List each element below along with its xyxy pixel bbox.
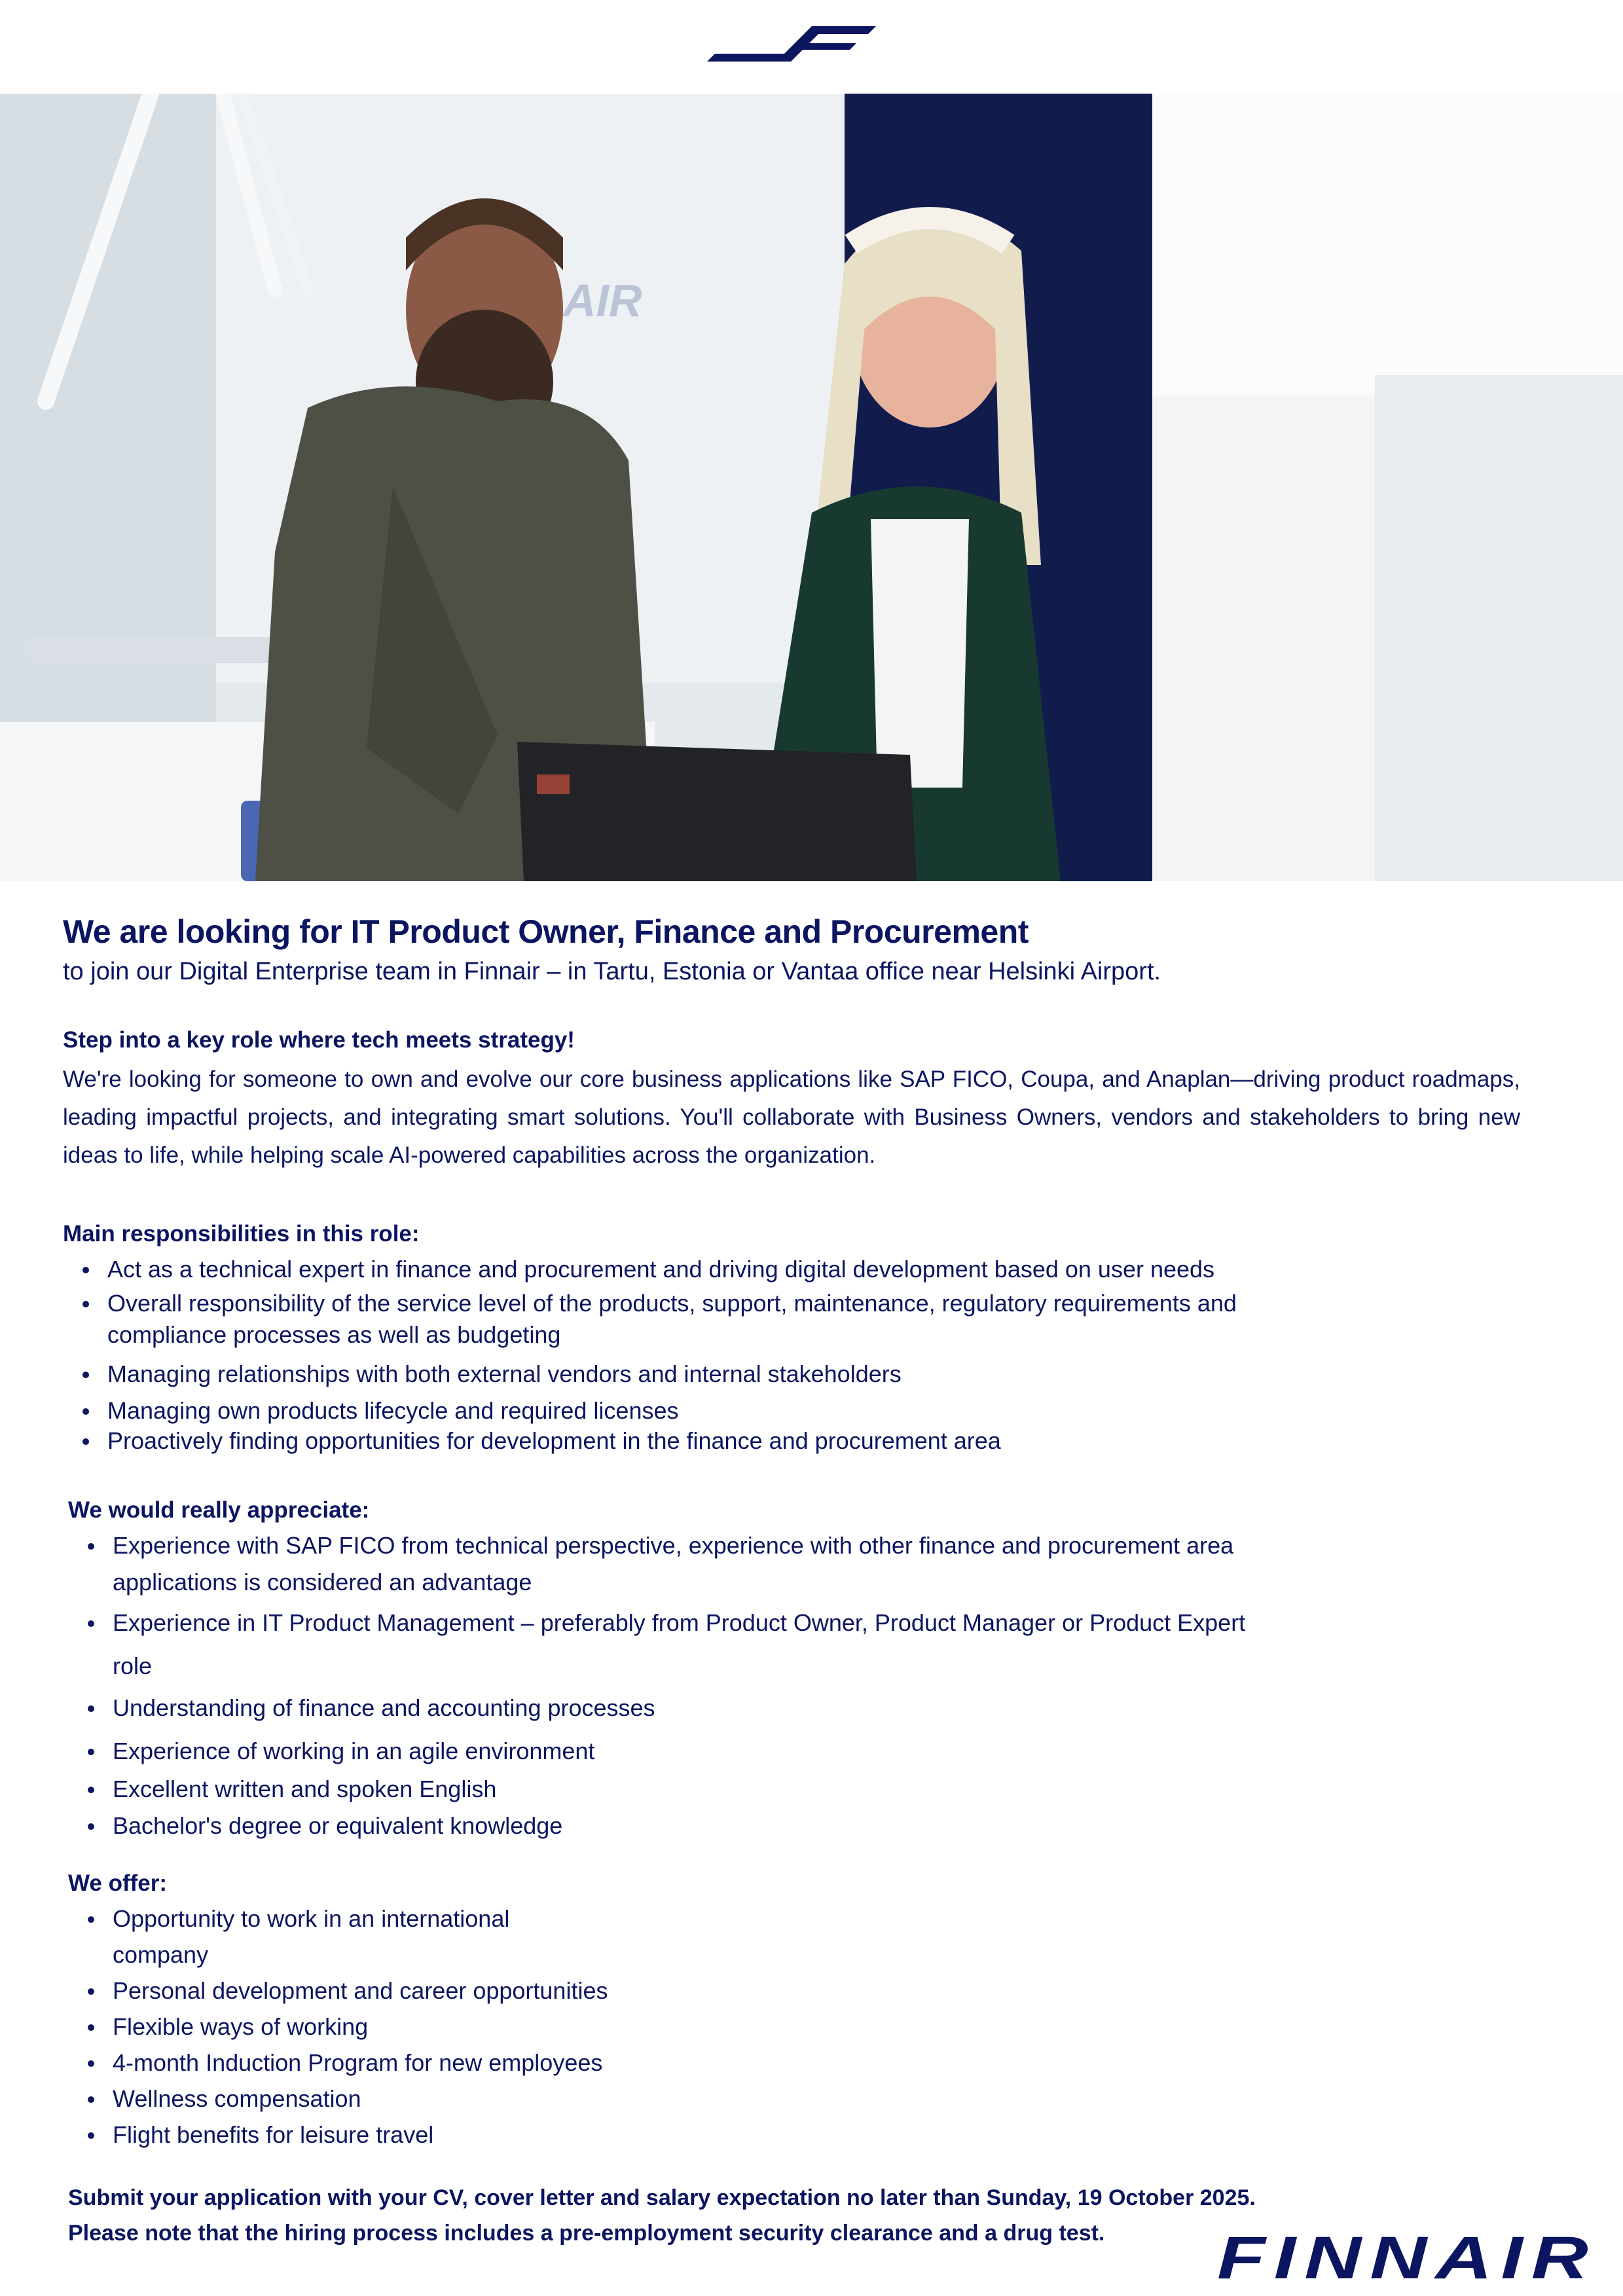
list-item-continuation: company bbox=[113, 1941, 209, 1968]
job-subtitle: to join our Digital Enterprise team in Finnair – in Tartu, Estonia or Vantaa office near Helsinki Airport. bbox=[63, 958, 1161, 985]
list-item: 4-month Induction Program for new employees bbox=[68, 2047, 1525, 2083]
job-title: We are looking for IT Product Owner, Finance and Procurement bbox=[63, 913, 1029, 950]
list-item: Managing relationships with both external vendors and internal stakeholders bbox=[63, 1358, 1520, 1394]
hiring-process-note: Please note that the hiring process includes a pre-employment security clearance and a drug test. bbox=[68, 2221, 1105, 2246]
finnair-logo bbox=[1214, 2226, 1601, 2285]
appreciate-section bbox=[68, 1494, 1525, 1846]
list-item: Understanding of finance and accounting processes bbox=[68, 1692, 1525, 1735]
appreciate-title: We would really appreciate: bbox=[68, 1497, 370, 1523]
responsibilities-section bbox=[63, 1218, 1520, 1457]
list-item: Opportunity to work in an international bbox=[68, 1903, 1525, 1939]
hero-photo bbox=[0, 94, 1623, 881]
bullet-icon bbox=[88, 1543, 94, 1550]
bullet-icon bbox=[82, 1408, 89, 1415]
bullet-icon bbox=[88, 1988, 94, 1995]
finnair-f-wing-icon bbox=[707, 24, 877, 65]
bullet-icon bbox=[88, 2024, 94, 2031]
list-item-continuation: compliance processes as well as budgeting bbox=[107, 1321, 561, 1348]
bullet-icon bbox=[82, 1438, 89, 1445]
list-item: Overall responsibility of the service level of the products, support, maintenance, regulatory requirements and bbox=[63, 1287, 1520, 1319]
application-deadline: Submit your application with your CV, cover letter and salary expectation no later than Sunday, 19 October 2025. bbox=[68, 2185, 1256, 2210]
intro-body: We're looking for someone to own and evolve our core business applications like SAP FICO, Coupa, and Anaplan—driving product roadmaps, leading impactful projects, and integrating smart solutions. You'll collaborate with Business Owners, vendors and stakeholders to bring new ideas to life, while helping scale AI-powered capabilities across the organization. bbox=[63, 1066, 1520, 1168]
bullet-icon bbox=[88, 1916, 94, 1923]
list-item: Excellent written and spoken English bbox=[68, 1773, 1525, 1810]
list-item: Flight benefits for leisure travel bbox=[68, 2119, 1525, 2155]
bullet-icon bbox=[88, 1749, 94, 1755]
bullet-icon bbox=[88, 2060, 94, 2067]
list-item-continuation: applications is considered an advantage bbox=[113, 1569, 532, 1595]
list-item: Flexible ways of working bbox=[68, 2011, 1525, 2047]
list-item: Experience of working in an agile environment bbox=[68, 1735, 1525, 1773]
svg-text:FINNAIR: FINNAIR bbox=[1217, 2226, 1597, 2285]
list-item: Act as a technical expert in finance and procurement and driving digital development based on user needs bbox=[63, 1253, 1520, 1287]
offer-title: We offer: bbox=[68, 1870, 168, 1896]
bullet-icon bbox=[82, 1267, 89, 1273]
list-item: Personal development and career opportunities bbox=[68, 1975, 1525, 2011]
intro-section bbox=[63, 1024, 1520, 1175]
intro-title: Step into a key role where tech meets strategy! bbox=[63, 1027, 575, 1053]
responsibilities-title: Main responsibilities in this role: bbox=[63, 1221, 420, 1247]
application-instructions bbox=[68, 2180, 1256, 2251]
bullet-icon bbox=[88, 1787, 94, 1793]
bullet-icon bbox=[88, 1705, 94, 1712]
list-item: Managing own products lifecycle and required licenses bbox=[63, 1394, 1520, 1425]
list-item: Wellness compensation bbox=[68, 2083, 1525, 2119]
bullet-icon bbox=[88, 2096, 94, 2103]
bullet-icon bbox=[82, 1301, 89, 1307]
bullet-icon bbox=[82, 1372, 89, 1378]
offer-section bbox=[68, 1867, 1525, 2155]
bullet-icon bbox=[88, 1823, 94, 1830]
list-item: Experience in IT Product Management – preferably from Product Owner, Product Manager or Product Expert bbox=[68, 1607, 1525, 1650]
svg-text:AIR: AIR bbox=[563, 275, 642, 326]
bullet-icon bbox=[88, 1620, 94, 1627]
list-item-continuation: role bbox=[113, 1652, 153, 1679]
list-item: Experience with SAP FICO from technical perspective, experience with other finance and procurement area bbox=[68, 1529, 1525, 1566]
list-item: Bachelor's degree or equivalent knowledge bbox=[68, 1810, 1525, 1846]
bullet-icon bbox=[88, 2132, 94, 2139]
list-item: Proactively finding opportunities for development in the finance and procurement area bbox=[63, 1425, 1520, 1457]
